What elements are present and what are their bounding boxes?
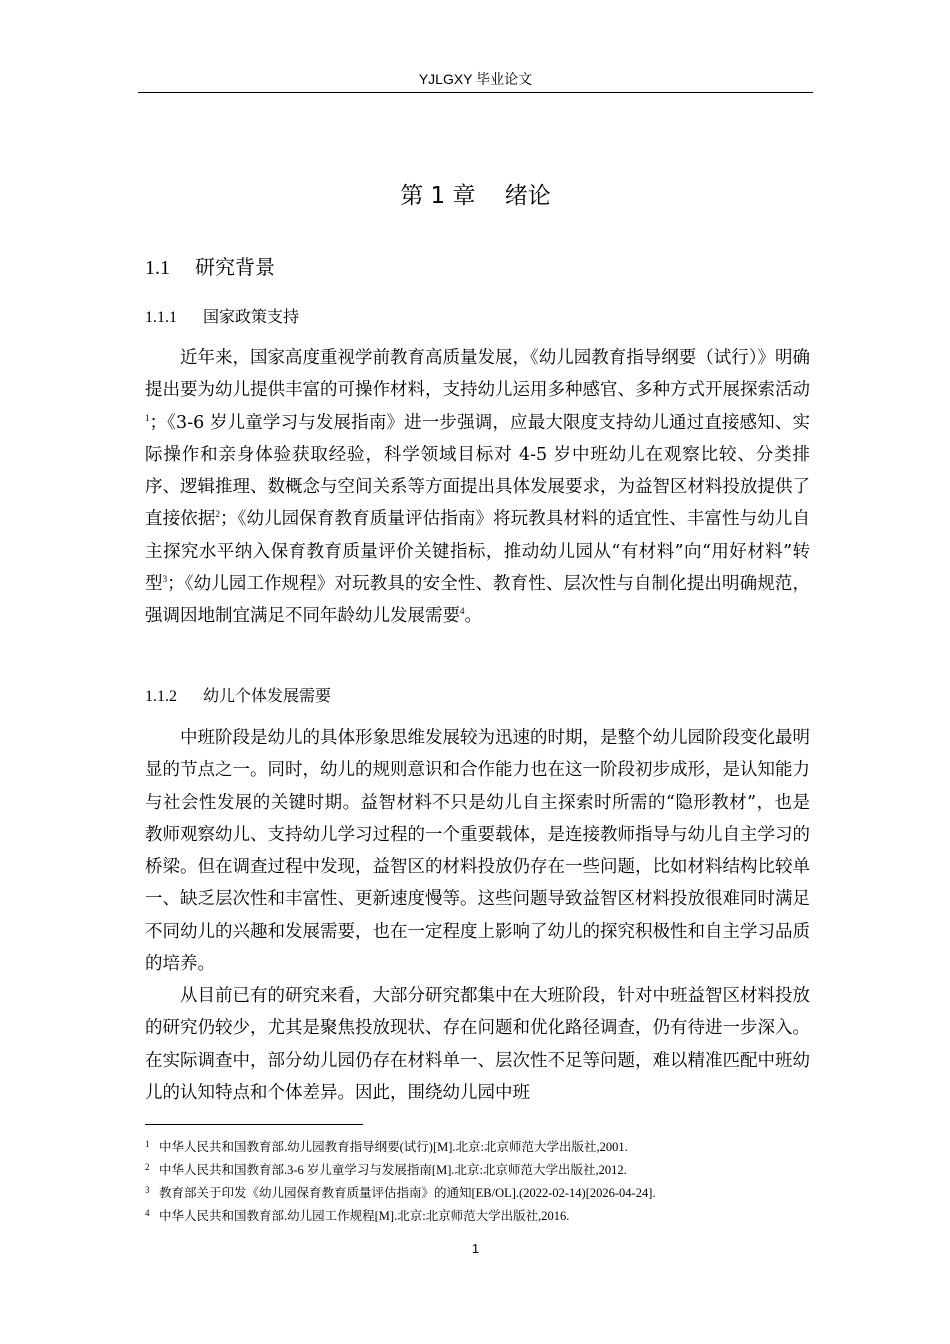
subsection-title: 国家政策支持 xyxy=(203,307,300,326)
section-heading-1-1 xyxy=(145,253,275,282)
chapter-title: 第 1 章 绪论 xyxy=(400,183,551,209)
footnote-mark: 1 xyxy=(145,1139,150,1149)
section-title: 研究背景 xyxy=(195,255,275,279)
subsection-title: 幼儿个体发展需要 xyxy=(203,686,332,705)
footnote xyxy=(145,1157,810,1180)
paragraph-text: 。 xyxy=(464,606,482,627)
page-number: 1 xyxy=(471,1241,480,1256)
footnote-text: 中华人民共和国教育部.幼儿园教育指导纲要(试行)[M].北京:北京师范大学出版社,2001. xyxy=(159,1140,628,1154)
section-heading-1-1-1 xyxy=(145,306,299,329)
footnote-text: 中华人民共和国教育部.3-6 岁儿童学习与发展指南[M].北京:北京师范大学出版社,2012. xyxy=(159,1163,627,1177)
footnote-reference[interactable]: 4 xyxy=(460,606,465,617)
subsection-number: 1.1.1 xyxy=(145,309,177,326)
subsection-number: 1.1.2 xyxy=(145,688,177,705)
footnote-mark: 4 xyxy=(145,1208,150,1218)
footnote-reference[interactable]: 1 xyxy=(145,412,150,423)
running-header: YJLGXY 毕业论文 xyxy=(418,71,533,87)
footnote-text: 教育部关于印发《幼儿园保育教育质量评估指南》的通知[EB/OL].(2022-02-14)[2026-04-24]. xyxy=(159,1186,656,1200)
footnote-reference[interactable]: 2 xyxy=(215,509,220,520)
section-heading-1-1-2 xyxy=(145,685,331,708)
footnote-reference[interactable]: 3 xyxy=(162,574,168,585)
paragraph-development-needs: 中班阶段是幼儿的具体形象思维发展较为迅速的时期，是整个幼儿园阶段变化最明显的节点之一。同时，幼儿的规则意识和合作能力也在这一阶段初步成形，是认知能力与社会性发展的关键时期。益智材料不只是幼儿自主探索时所需的“隐形教材”，也是教师观察幼儿、支持幼儿学习过程的一个重要载体，是连接教师指导与幼儿自主学习的桥梁。但在调查过程中发现，益智区的材料投放仍存在一些问题，比如材料结构比较单一、缺乏层次性和丰富性、更新速度慢等。这些问题导致益智区材料投放很难同时满足不同幼儿的兴趣和发展需要，也在一定程度上影响了幼儿的探究积极性和自主学习品质的培养。 xyxy=(145,728,810,975)
footnote-text: 中华人民共和国教育部.幼儿园工作规程[M].北京:北京师范大学出版社,2016. xyxy=(159,1209,570,1223)
footnote xyxy=(145,1203,810,1226)
footnote xyxy=(145,1180,810,1203)
footnote xyxy=(145,1134,810,1157)
paragraph-text: 近年来，国家高度重视学前教育高质量发展，《幼儿园教育指导纲要（试行）》明确提出要为幼儿提供丰富的可操作材料，支持幼儿运用多种感官、多种方式开展探索活动 xyxy=(145,348,810,401)
paragraph-text: ；《幼儿园工作规程》对玩教具的安全性、教育性、层次性与自制化提出明确规范，强调因地制宜满足不同年龄幼儿发展需要 xyxy=(145,574,811,627)
paragraph-text: ；《幼儿园保育教育质量评估指南》将玩教具材料的适宜性、丰富性与幼儿自主探究水平纳入保育教育质量评价关键指标，推动幼儿园从“有材料”向“用好材料”转型 xyxy=(145,509,811,595)
paragraph-text: ；《3-6 岁儿童学习与发展指南》进一步强调，应最大限度支持幼儿通过直接感知、实际操作和亲身体验获取经验，科学领域目标对 4-5 岁中班幼儿在观察比较、分类排序、逻辑推理、数概念与空间关系等方面提出具体发展要求，为益智区材料投放提供了直接依据 xyxy=(145,412,810,530)
footnote-mark: 2 xyxy=(145,1162,150,1172)
paragraph-policy-support xyxy=(145,342,810,633)
header-divider xyxy=(138,92,813,93)
footnote-divider xyxy=(145,1124,363,1125)
footnote-mark: 3 xyxy=(145,1185,150,1195)
paragraph-research-status: 从目前已有的研究来看，大部分研究都集中在大班阶段，针对中班益智区材料投放的研究仍较少，尤其是聚焦投放现状、存在问题和优化路径调查，仍有待进一步深入。在实际调查中，部分幼儿园仍存在材料单一、层次性不足等问题，难以精准匹配中班幼儿的认知特点和个体差异。因此，围绕幼儿园中班 xyxy=(145,986,810,1103)
footnotes xyxy=(145,1134,810,1226)
section-number: 1.1 xyxy=(145,257,170,279)
